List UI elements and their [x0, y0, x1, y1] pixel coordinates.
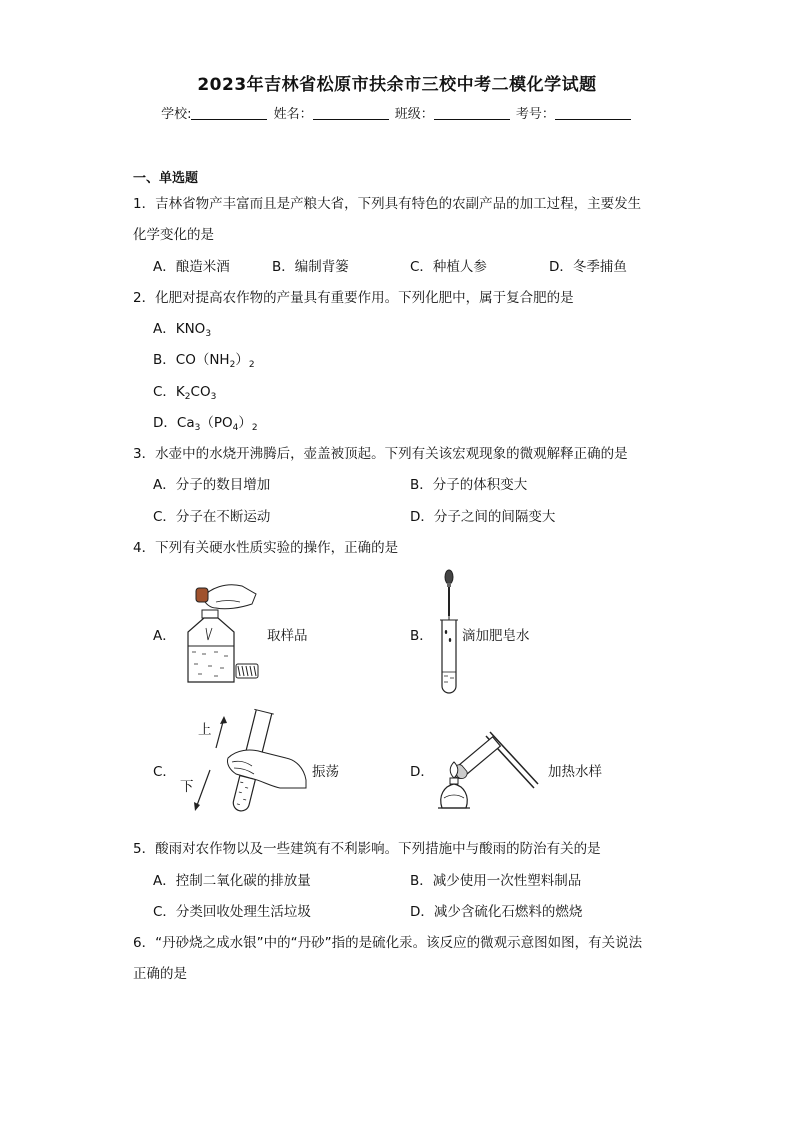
q5-option-b[interactable]: B．减少使用一次性塑料制品 — [410, 873, 582, 889]
q4-c-caption: 振荡 — [312, 764, 339, 780]
q2-d-mid2: ） — [238, 415, 252, 431]
q1-stem-line2: 化学变化的是 — [133, 227, 214, 243]
q1-stem-line1: 1．吉林省物产丰富而且是产粮大省，下列具有特色的农副产品的加工过程，主要发生 — [133, 196, 642, 212]
q1-option-a[interactable]: A．酿造米酒 — [153, 259, 230, 275]
q2-b-sub1: 2 — [229, 360, 236, 370]
page-title: 2023年吉林省松原市扶余市三校中考二模化学试题 — [197, 75, 597, 95]
q4-option-d-letter[interactable]: D． — [410, 764, 434, 780]
q4-option-b-letter[interactable]: B． — [410, 628, 433, 644]
q4-stem: 4．下列有关硬水性质实验的操作，正确的是 — [133, 540, 399, 556]
q1-option-d[interactable]: D．冬季捕鱼 — [549, 259, 627, 275]
student-info-row — [0, 103, 794, 122]
school-blank[interactable] — [191, 107, 267, 120]
q1-option-b[interactable]: B．编制背篓 — [272, 259, 349, 275]
q4-c-down-label: 下 — [180, 779, 194, 795]
q2-b-text: B．CO（NH — [153, 352, 230, 368]
q3-option-a[interactable]: A．分子的数目增加 — [153, 477, 271, 493]
exam-number-label: 考号： — [515, 107, 555, 122]
q3-option-b[interactable]: B．分子的体积变大 — [410, 477, 528, 493]
q2-c-mid: CO — [190, 384, 211, 400]
class-label: 班级： — [394, 107, 434, 122]
q5-option-d[interactable]: D．减少含硫化石燃料的燃烧 — [410, 904, 583, 920]
q4-b-caption: 滴加肥皂水 — [462, 628, 530, 644]
heating-test-tube-illustration — [436, 722, 540, 810]
take-sample-illustration — [180, 574, 260, 686]
q3-option-c[interactable]: C．分子在不断运动 — [153, 509, 271, 525]
q2-option-c[interactable] — [153, 380, 216, 402]
q2-a-sub: 3 — [205, 329, 212, 339]
name-blank[interactable] — [313, 107, 389, 120]
class-blank[interactable] — [434, 107, 510, 120]
q6-stem-line1: 6．“丹砂烧之成水银”中的“丹砂”指的是硫化汞。该反应的微观示意图如图，有关说法 — [133, 935, 643, 951]
q4-a-figure — [180, 574, 260, 686]
q2-d-sub3: 2 — [251, 423, 258, 433]
q2-c-sub1: 2 — [184, 392, 191, 402]
school-label: 学校: — [161, 107, 192, 122]
q5-stem: 5．酸雨对农作物以及一些建筑有不利影响。下列措施中与酸雨的防治有关的是 — [133, 841, 601, 857]
exam-number-blank[interactable] — [555, 107, 631, 120]
q3-stem: 3．水壶中的水烧开沸腾后，壶盖被顶起。下列有关该宏观现象的微观解释正确的是 — [133, 446, 628, 462]
q2-stem: 2．化肥对提高农作物的产量具有重要作用。下列化肥中，属于复合肥的是 — [133, 290, 574, 306]
q5-option-a[interactable]: A．控制二氧化碳的排放量 — [153, 873, 311, 889]
q4-b-figure — [434, 568, 464, 696]
q2-option-d[interactable] — [153, 411, 258, 433]
q2-b-sub2: 2 — [248, 360, 255, 370]
q2-d-mid: （PO — [200, 415, 233, 431]
q2-d-sub1: 3 — [194, 423, 201, 433]
q4-d-figure — [436, 722, 540, 810]
q2-c-sub2: 3 — [210, 392, 217, 402]
q4-d-caption: 加热水样 — [548, 764, 602, 780]
q4-option-a-letter[interactable]: A． — [153, 628, 176, 644]
q2-d-text: D．Ca — [153, 415, 195, 431]
q2-d-sub2: 4 — [232, 423, 239, 433]
section-heading: 一、单选题 — [133, 171, 199, 186]
q2-option-a[interactable] — [153, 317, 211, 339]
dropper-test-tube-illustration — [434, 568, 464, 696]
name-label: 姓名： — [273, 107, 313, 122]
q6-stem-line2: 正确的是 — [133, 966, 187, 982]
q4-c-up-label: 上 — [198, 722, 212, 738]
q2-option-b[interactable] — [153, 348, 255, 370]
q2-b-mid: ） — [235, 352, 249, 368]
q4-option-c-letter[interactable]: C． — [153, 764, 176, 780]
q3-option-d[interactable]: D．分子之间的间隔变大 — [410, 509, 556, 525]
q2-a-text: A．KNO — [153, 321, 206, 337]
q4-a-caption: 取样品 — [267, 628, 308, 644]
q1-option-c[interactable]: C．种植人参 — [410, 259, 487, 275]
q5-option-c[interactable]: C．分类回收处理生活垃圾 — [153, 904, 311, 920]
q2-c-text: C．K — [153, 384, 185, 400]
